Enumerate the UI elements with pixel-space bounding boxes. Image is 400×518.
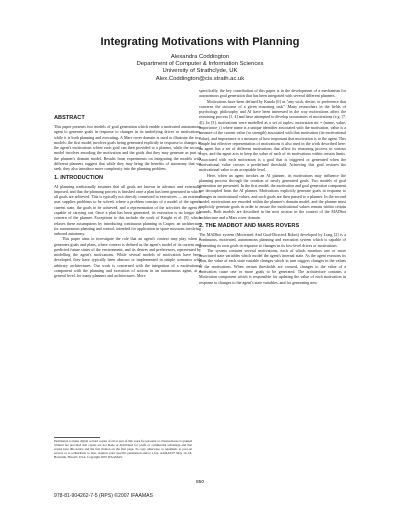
author-block bbox=[0, 54, 400, 83]
abstract-text: This paper presents two models of goal generation which enable a motivated autonomous agent to generate goals in response to changes in its underlying drives or motivations, while it is both planning and executing. A Mars rover domain is used to illustrate the two models: the first model involves goals being generated explicitly in response to changes in the agent's motivations where each goal can then provided to a planner, while the second model involves encoding the motivation and the goals that they may generate as part of the planner's domain model. Results from experiments on integrating the models with different planners suggest that while they may bring the benefits of autonomy that we seek, they also introduce more complexity into the planning problem. bbox=[54, 124, 201, 172]
paper-title: Integrating Motivations with Planning bbox=[100, 36, 300, 48]
author-email: Alex.Coddington@cis.strath.ac.uk bbox=[155, 75, 245, 82]
introduction-section bbox=[54, 175, 201, 279]
right-column bbox=[199, 88, 346, 285]
page-number: 850 bbox=[195, 480, 204, 485]
body-paragraph: Motivations have been defined by Kunda [6] as "any wish, desire, or preference that concerns the outcome of a given reasoning task". Many researchers in the fields of psychology, philosophy and AI have been interested in the way motivations affect the reasoning process [1, 4] and have attempted to develop taxonomies of motivations (e.g. [7, 4]). In [3], motivations were modelled as a set of tuples: motivation mi = (name, value, importance_i) where name is a unique identifier associated with the motivation, value is a measure of the current value (or strength) associated with that motivation (its motivational value), and importance is a measure of how important that motivation is to the agent. This simple but effective representation of motivations is also used in the work described here: an agent has a set of different motivations that affect its reasoning process in various ways, and the agent acts to keep the value of each of its motivations within certain limits. Associated with each motivation is a goal that is triggered or generated when the motivational value crosses a predefined threshold. Achieving this goal restores the motivational value to an acceptable level. bbox=[199, 98, 346, 173]
intro-paragraph: This paper aims to investigate the role that an agent's context may play when it generates goals and plans, where context is defined as the agent's model of its current and predicted future states of the environment, and its desires and preferences, represented by modelling the agent's motivations. While several models of motivation have been developed, they have typically been abstract or implemented in simple scenarios with arbitrary architectures. Our work is concerned with the integration of a motivational component with the planning and execution of actions in an autonomous agent, at a general level, for many planners and architectures. More bbox=[54, 236, 201, 279]
isbn-line: 978-81-904262-7-5 (RPS) ©2007 IFAAMAS bbox=[54, 493, 153, 499]
intro-paragraph: AI planning traditionally assumes that all goals are known in advance and externally imposed, and that the planning process is finished once a plan has been generated in which all goals are achieved. This is typically not directly connected to executives — an external user supplies problems to be solved, where a problem consists of a model of the agent's current state, the goals to be achieved, and a representation of the activities the agent is capable of carrying out. Once a plan has been generated, its execution is no longer the concern of the planner. Exceptions to this include the work of Knight et al. [5], which relaxes these assumptions by introducing continuous planning in Casper, an architecture for autonomous planning and control, intended for application in space missions involving onboard autonomy. bbox=[54, 183, 201, 237]
section-2-paragraph: The MADbot system (Motivated And Goal-Directed Robot) developed by Long [2] is a continuous, motivated, autonomous planning and execution system which is capable of generating its own goals in response to changes in its low-level drives or motivations. bbox=[199, 232, 346, 248]
footnote-divider bbox=[54, 437, 100, 438]
author-university: University of Strathclyde, UK bbox=[162, 68, 238, 75]
body-paragraph: Here, when an agent invokes an AI planner, its motivations may influence the planning process through the creation of newly generated goals. Two models of goal generation are presented. In the first model, the motivation and goal generation component are decoupled from the AI planner. Motivations explicitly generate goals in response to changes in motivational values, and such goals are then passed to a planner. In the second model, motivations are encoded within the planner's domain model, and the planner must implicitly generate goals in order to ensure the motivational values remain within certain bounds. Both models are described in the next section in the context of the MADbot architecture and a Mars rover domain. bbox=[199, 172, 346, 220]
author-name: Alexandra Coddington bbox=[170, 54, 230, 60]
section-2-heading: 2. THE MADBOT AND MARS ROVERS bbox=[199, 223, 300, 230]
section-2-paragraph: The system contains several motivations, each of which monitors one or more associated state variables which model the agent's internal state. As the agent executes its plan, the value of each state variable changes which in turn triggers changes in the values of the motivations. When certain thresholds are crossed, changes to the value of a motivation cause one or more goals to be generated. The architecture contains a Motivation component which is responsible for updating the value of each motivation in response to changes to the agent's state variables, and for generating new bbox=[199, 247, 346, 285]
abstract-section bbox=[54, 115, 201, 172]
left-column bbox=[54, 115, 201, 279]
introduction-heading: 1. INTRODUCTION bbox=[54, 174, 104, 181]
abstract-heading: ABSTRACT bbox=[54, 115, 85, 121]
author-department: Department of Computer & Information Sciences bbox=[136, 61, 264, 68]
copyright-footnote: Permission to make digital or hard copies of all or part of this work for personal or classroom use is granted without fee provided that copies are not made or distributed for profit or commercial advantage and that copies bear this notice and the full citation on the first page. To copy otherwise, to republish, to post on servers or to redistribute to lists, requires prior specific permission and/or a fee. AAMAS'07 May 14–18, Honolulu, Hawai'i, USA. Copyright 2007 IFAAMAS. bbox=[54, 439, 192, 459]
body-paragraph: specifically, the key contribution of this paper is in the development of a mechanism for autonomous goal generation that has been integrated with several different planners. bbox=[199, 88, 346, 99]
